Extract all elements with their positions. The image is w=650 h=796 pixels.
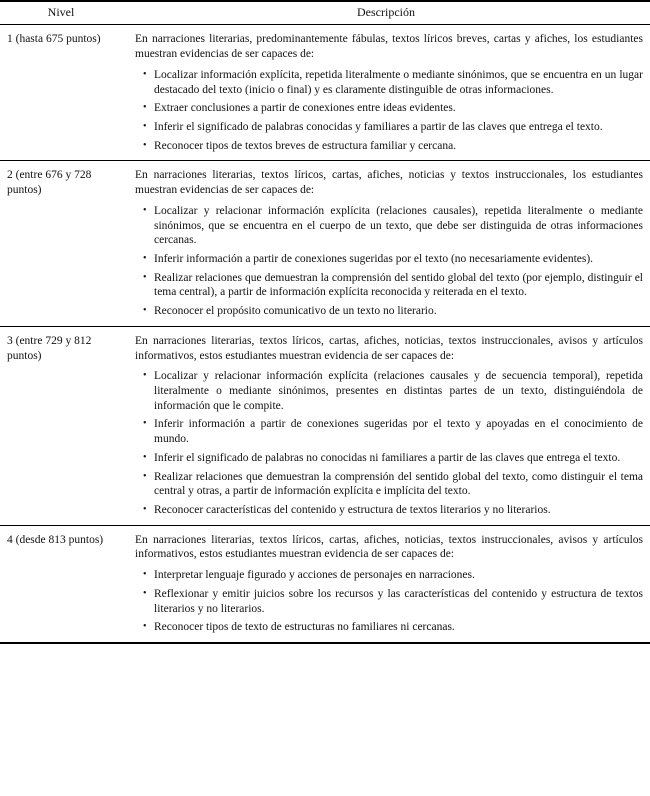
bullet-icon: • (143, 621, 147, 633)
description-intro: En narraciones literarias, predominantemente fábulas, textos líricos breves, cartas y afiches, los estudiantes muestran evidencias de ser capaces de: (135, 33, 643, 61)
bullet-item (135, 568, 643, 583)
bullet-item (135, 120, 643, 135)
description-cell (122, 532, 650, 635)
bullet-text: Reconocer tipos de textos breves de estructura familiar y cercana. (154, 139, 457, 152)
description-intro: En narraciones literarias, textos líricos, cartas, afiches, noticias y textos instruccionales, los estudiantes muestran evidencias de ser capaces de: (135, 169, 643, 197)
description-intro: En narraciones literarias, textos líricos, cartas, afiches, noticias, textos instruccionales, avisos y artículos informativos, estos estudiantes muestran evidencia de ser capaces de: (135, 334, 643, 362)
bullet-icon: • (143, 504, 147, 516)
table-row (0, 25, 650, 161)
bullet-icon: • (143, 451, 147, 463)
level-cell: 1 (hasta 675 puntos) (7, 33, 101, 46)
bullet-item (135, 204, 643, 248)
bullet-icon: • (143, 271, 147, 283)
bullet-item (135, 369, 643, 413)
bullet-text: Inferir información a partir de conexiones sugeridas por el texto (no necesariamente evidentes). (154, 252, 594, 265)
table-row (0, 526, 650, 642)
bullet-icon: • (143, 587, 147, 599)
bullet-item (135, 503, 643, 518)
bullet-text: Inferir el significado de palabras conocidas y familiares a partir de las claves que entrega el texto. (154, 120, 603, 133)
table-row (0, 327, 650, 526)
bullet-text: Inferir el significado de palabras no conocidas ni familiares a partir de las claves que entrega el texto. (154, 451, 621, 464)
table-header-nivel: Nivel (47, 5, 75, 19)
bullet-text: Realizar relaciones que demuestran la comprensión del sentido global del texto (por ejemplo, distinguir el tema central), a partir de información explícita reconocida y reiterada en el texto. (154, 271, 643, 299)
bullet-text: Interpretar lenguaje figurado y acciones de personajes en narraciones. (154, 569, 475, 582)
bullet-icon: • (143, 252, 147, 264)
bullet-text: Reconocer tipos de texto de estructuras no familiares ni cercanas. (154, 621, 455, 634)
bullet-item (135, 587, 643, 616)
bullet-item (135, 68, 643, 97)
description-cell (122, 333, 650, 518)
bullet-icon: • (143, 305, 147, 317)
bullet-icon: • (143, 204, 147, 216)
bullet-icon: • (143, 470, 147, 482)
bullet-text: Reflexionar y emitir juicios sobre los recursos y las características del contenido y estructura de textos literarios y no literarios. (154, 587, 643, 615)
bullet-icon: • (143, 120, 147, 132)
bullet-text: Extraer conclusiones a partir de conexiones entre ideas evidentes. (154, 102, 456, 115)
bullet-icon: • (143, 102, 147, 114)
level-cell: 4 (desde 813 puntos) (7, 533, 104, 546)
level-cell: 3 (entre 729 y 812 puntos) (7, 334, 92, 362)
bullet-item (135, 271, 643, 300)
bullet-item (135, 451, 643, 466)
bullet-icon: • (143, 418, 147, 430)
bullet-icon: • (143, 139, 147, 151)
description-cell (122, 167, 650, 318)
bullet-text: Localizar y relacionar información explícita (relaciones causales), repetida literalmente o mediante sinónimos, que se encuentra en el cuerpo de un texto, que debe ser distinguida de otras informaciones cercanas. (154, 204, 643, 247)
table-row (0, 161, 650, 326)
bullet-icon: • (143, 68, 147, 80)
level-cell: 2 (entre 676 y 728 puntos) (7, 169, 92, 197)
bullet-item (135, 304, 643, 319)
bullet-text: Reconocer el propósito comunicativo de un texto no literario. (154, 305, 437, 318)
table-header-descripcion: Descripción (357, 5, 415, 19)
bullet-text: Localizar y relacionar información explícita (relaciones causales y de secuencia temporal), repetida literalmente o mediante sinónimos, presentes en distintas partes de un texto, distinguiéndola de información que le compite. (154, 370, 643, 412)
bullet-item (135, 470, 643, 499)
bullet-item (135, 620, 643, 635)
bullet-text: Realizar relaciones que demuestran la comprensión del sentido global del texto, como distinguir el tema central y otras, a partir de información explícita e implícita del texto. (154, 470, 643, 498)
bullet-item (135, 417, 643, 446)
bullet-text: Reconocer características del contenido y estructura de textos literarios y no literarios. (154, 504, 551, 517)
table-header-row (0, 2, 650, 25)
description-intro: En narraciones literarias, textos líricos, cartas, afiches, noticias, textos instruccionales, avisos y artículos informativos, estos estudiantes muestran evidencia de ser capaces de: (135, 533, 643, 561)
bullet-icon: • (143, 569, 147, 581)
bullet-icon: • (143, 370, 147, 382)
bullet-item (135, 101, 643, 116)
bullet-text: Inferir información a partir de conexiones sugeridas por el texto y apoyadas en el conocimiento de mundo. (154, 418, 643, 446)
description-cell (122, 31, 650, 153)
bullet-item (135, 252, 643, 267)
bullet-text: Localizar información explícita, repetida literalmente o mediante sinónimos, que se encuentra en un lugar destacado del texto (inicio o final) y es claramente distinguible de otras informaciones. (154, 68, 643, 96)
bullet-item (135, 139, 643, 154)
